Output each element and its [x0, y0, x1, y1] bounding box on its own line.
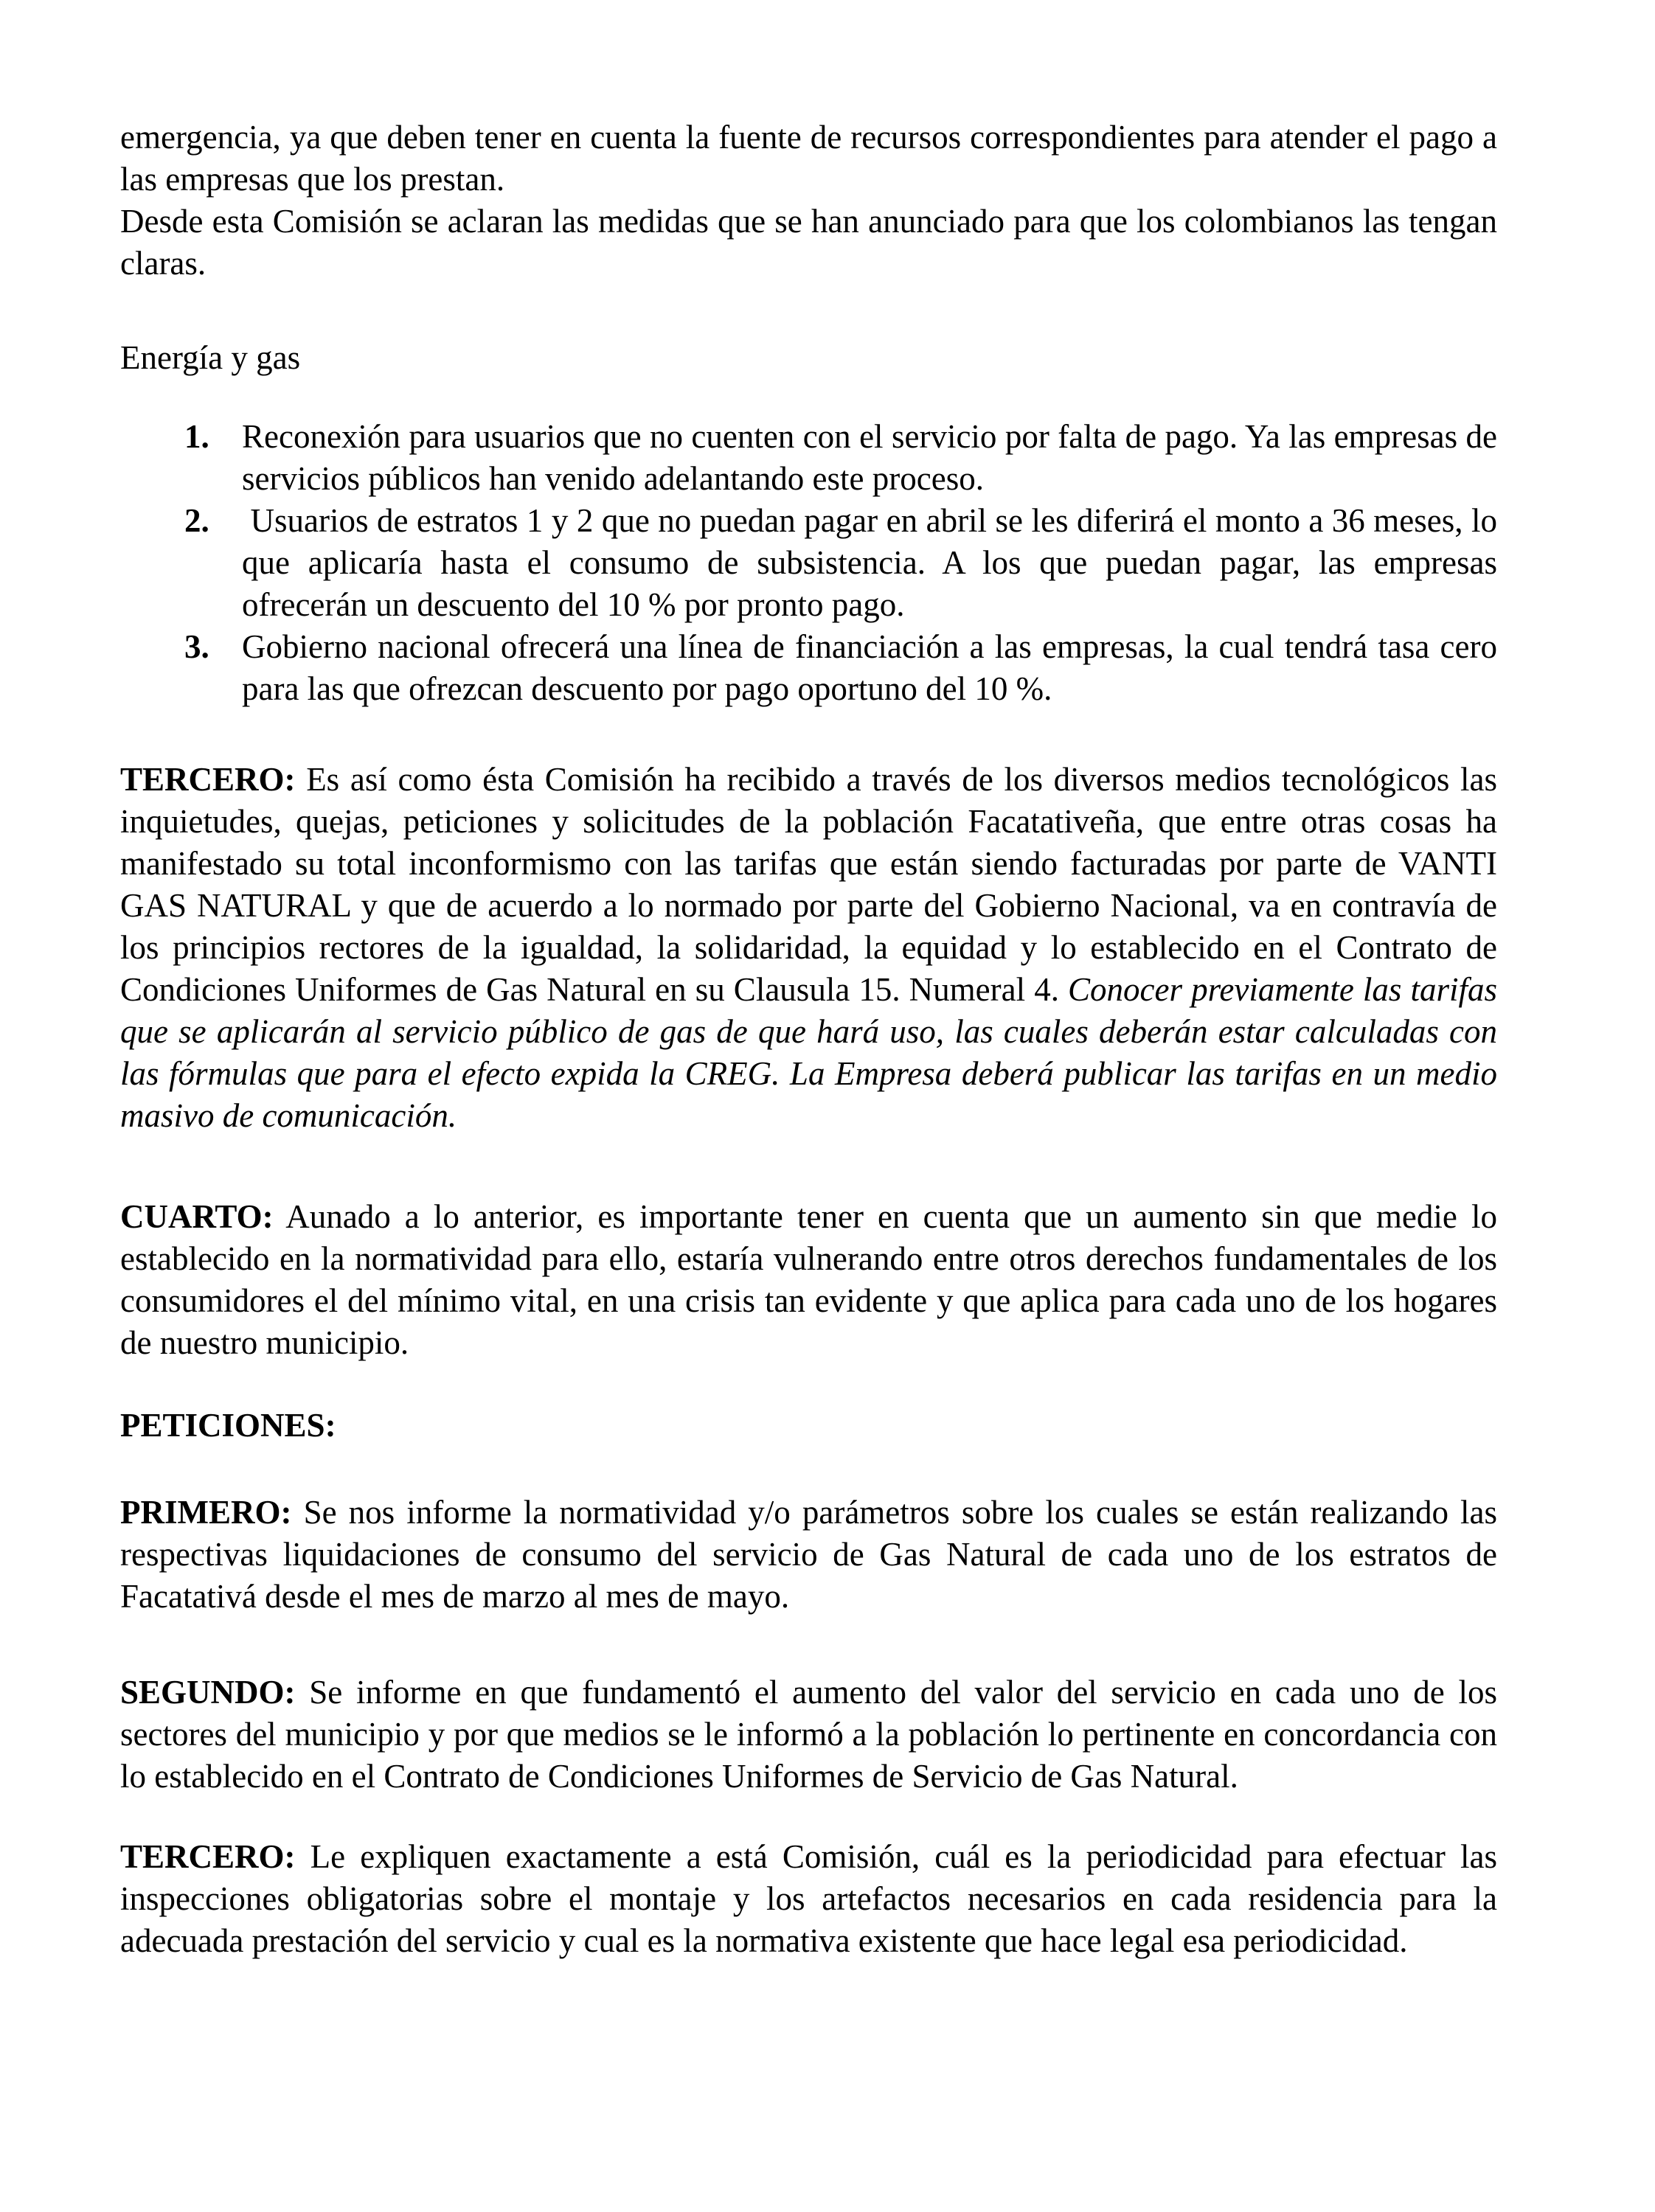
blank-line: [120, 1137, 1497, 1196]
list-item-estratos: [120, 500, 1497, 626]
paragraph-continued: emergencia, ya que deben tener en cuenta la fuente de recursos correspondientes para atender el pago a las empresas que los prestan.: [120, 119, 1497, 198]
paragraph-cuarto-text: Aunado a lo anterior, es importante tener en cuenta que un aumento sin que medie lo establecido en la normatividad para ello, estaría vulnerando entre otros derechos fundamentales de los consumidores el del mínimo vital, en una crisis tan evidente y que aplica para cada uno de los hogares de nuestro municipio.: [120, 1198, 1497, 1361]
paragraph-primero-text: Se nos informe la normatividad y/o parámetros sobre los cuales se están realizando las respectivas liquidaciones de consumo del servicio de Gas Natural de cada uno de los estratos de Facatativá desde el mes de marzo al mes de mayo.: [120, 1494, 1498, 1615]
paragraph-segundo: [120, 1672, 1497, 1798]
paragraph-tercero-peticion: [120, 1836, 1497, 1962]
lead-word-cuarto: CUARTO:: [120, 1198, 274, 1235]
paragraph-tercero-peticion-text: Le expliquen exactamente a está Comisión, cuál es la periodicidad para efectuar las inspecciones obligatorias sobre el montaje y los artefactos necesarios en cada residencia para la adecuada prestación del servicio y cual es la normativa existente que hace legal esa periodicidad.: [120, 1838, 1497, 1959]
blank-line: [120, 379, 1497, 416]
paragraph-segundo-text: Se informe en que fundamentó el aumento del valor del servicio en cada uno de los sectores del municipio y por que medios se le informó a la población lo pertinente en concordancia con lo establecido en el Contrato de Condiciones Uniformes de Servicio de Gas Natural.: [120, 1674, 1498, 1795]
list-item-reconexion: [120, 416, 1497, 500]
paragraph-tercero: [120, 759, 1497, 1137]
lead-word-tercero-peticion: TERCERO:: [120, 1838, 296, 1875]
lead-word-tercero: TERCERO:: [120, 761, 296, 798]
blank-line: [120, 1798, 1497, 1836]
paragraph-clarification: Desde esta Comisión se aclaran las medidas que se han anunciado para que los colombianos las tengan claras.: [120, 203, 1497, 282]
blank-line: [120, 1618, 1497, 1672]
paragraph-tercero-quote: Conocer previamente las tarifas que se aplicarán al servicio público de gas de que hará uso, las cuales deberán estar calculadas con las fórmulas que para el efecto expida la CREG. La Empresa deberá publicar las tarifas en un medio masivo de comunicación.: [120, 971, 1498, 1134]
list-item-number: 2.: [184, 502, 209, 539]
measures-numbered-list: [120, 416, 1497, 710]
blank-line: [120, 1364, 1497, 1405]
lead-word-segundo: SEGUNDO:: [120, 1674, 296, 1711]
blank-line: [120, 285, 1497, 337]
section-heading-energia-gas: Energía y gas: [120, 339, 301, 376]
blank-line: [120, 710, 1497, 759]
paragraph-cuarto: [120, 1196, 1497, 1364]
list-item-number: 1.: [184, 418, 209, 455]
blank-line: [120, 1447, 1497, 1492]
paragraph-primero: [120, 1492, 1497, 1618]
list-item-gobierno: [120, 626, 1497, 710]
list-item-number: 3.: [184, 628, 209, 665]
paragraph-tercero-text: Es así como ésta Comisión ha recibido a través de los diversos medios tecnológicos las inquietudes, quejas, peticiones y solicitudes de la población Facatativeña, que entre otras cosas ha manifestado su total inconformismo con las tarifas que están siendo facturadas por parte de VANTI GAS NATURAL y que de acuerdo a lo normado por parte del Gobierno Nacional, va en contravía de los principios rectores de la igualdad, la solidaridad, la equidad y lo establecido en el Contrato de Condiciones Uniformes de Gas Natural en su Clausula 15. Numeral 4.: [120, 761, 1497, 1008]
lead-word-primero: PRIMERO:: [120, 1494, 292, 1531]
list-item-text: Gobierno nacional ofrecerá una línea de financiación a las empresas, la cual tendrá tasa cero para las que ofrezcan descuento por pago oportuno del 10 %.: [242, 628, 1497, 707]
list-item-text: Reconexión para usuarios que no cuenten con el servicio por falta de pago. Ya las empresas de servicios públicos han venido adelantando este proceso.: [242, 418, 1497, 497]
peticiones-heading: PETICIONES:: [120, 1407, 336, 1444]
list-item-text: Usuarios de estratos 1 y 2 que no puedan pagar en abril se les diferirá el monto a 36 meses, lo que aplicaría hasta el consumo de subsistencia. A los que puedan pagar, las empresas ofrecerán un descuento del 10 % por pronto pago.: [242, 502, 1497, 623]
